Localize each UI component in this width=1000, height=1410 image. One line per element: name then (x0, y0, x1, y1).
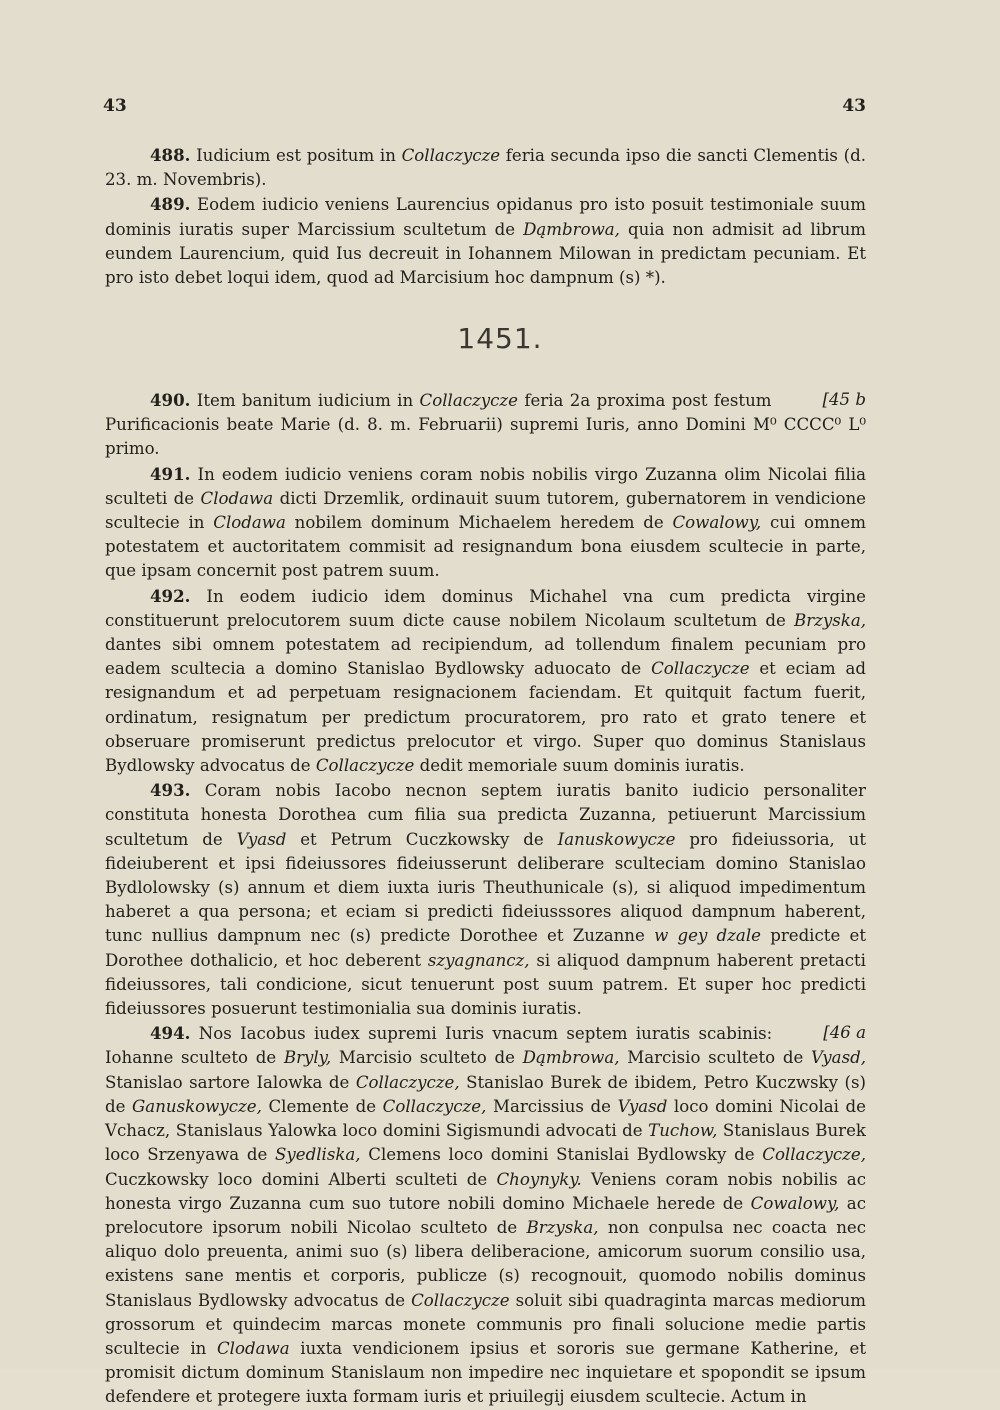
entry-paragraph (105, 778, 866, 1021)
place-name: w gey dzale (654, 926, 761, 946)
entry-text: quia non admisit ad librum eundem Laurencium, quid Ius decreuit in Iohannem Milowan in predictam pecuniam. Et pro isto debet loqui idem, quod ad Marcisium hoc dampnum (s) *). (105, 219, 867, 288)
place-name: szyagnancz, (427, 950, 530, 970)
entry-paragraph (105, 192, 866, 290)
year-heading: 1451. (457, 322, 543, 355)
place-name: Ianuskowycze (557, 829, 676, 849)
entry-number: 493. (150, 780, 191, 801)
entry-text: Stanislaus Burek loco Srzenyawa de (105, 1121, 866, 1165)
entry-number: 489. (150, 194, 191, 215)
entry-text: iuxta vendicionem ipsius et sororis sue germane Katherine, et promisit dictum dominum Stanislaum non impedire nec inquietare et spopondit se ipsum defendere et protegere iuxta formam iuris et priuilegij eiusdem scultecie. Actum in (105, 1338, 866, 1407)
entry-text: Nos Iacobus iudex supremi Iuris vnacum septem iuratis scabinis: Iohanne sculteto de (105, 1024, 773, 1068)
place-name: Brzyska, (794, 610, 866, 630)
entry-text: nobilem dominum Michaelem heredem de (285, 513, 673, 533)
entry-text: et eciam ad resignandum et ad perpetuam resignacionem faciendam. Et quitquit factum fuerit, ordinatum, resignatum per predictum procuratorem, pro rato et grato tenere et obseruare promiserunt predictus prelocutor et virgo. Super quo dominus Stanislaus Bydlowsky advocatus de (105, 659, 866, 776)
entry-text: Marcissius de (486, 1096, 618, 1116)
place-name: Brzyska, (526, 1217, 599, 1237)
place-name: Clodawa (216, 1338, 290, 1358)
place-name: Collaczycze (401, 146, 501, 165)
place-name: Syedliska, (275, 1145, 361, 1165)
place-name: Collaczycze, (762, 1145, 866, 1165)
place-name: Choynyky. (496, 1169, 582, 1189)
entry-text: feria secunda ipso die sancti Clementis (d. 23. m. Novembris). (105, 146, 867, 190)
place-name: Tuchow, (648, 1121, 718, 1141)
entry-text: Stanislao sartore Ialowka de (105, 1072, 356, 1092)
place-name: Cowalowy, (672, 513, 762, 533)
entry-text: ac prelocutore ipsorum nobili Nicolao sculteto de (105, 1193, 866, 1237)
entry-text: soluit sibi quadraginta marcas mediorum grossorum et quindecim marcas monete communis pro finali solucione medie partis scultecie in (105, 1290, 866, 1358)
place-name: Dąmbrowa, (522, 1048, 620, 1068)
entry-paragraph (105, 462, 866, 584)
entry-paragraph (105, 143, 866, 192)
entry-text: Stanislao Burek de ibidem, Petro Kuczwsky (s) de (105, 1072, 866, 1116)
entry-paragraph (105, 584, 866, 779)
place-name: Clodawa (213, 513, 286, 533)
place-name: Vyasd (617, 1096, 668, 1116)
entry-number: 491. (150, 463, 191, 484)
entry-text: Item banitum iudicium in (190, 391, 420, 410)
entry-text: Veniens coram nobis nobilis ac honesta virgo Zuzanna cum suo tutore nobili domino Michaele herede de (105, 1169, 866, 1213)
place-name: Ganuskowycze, (132, 1096, 262, 1116)
place-name: Collaczycze, (382, 1096, 487, 1116)
entry-text: predicte et Dorothee dothalicio, et hoc deberent (105, 926, 867, 970)
entries-1451 (105, 388, 866, 1410)
entry-text: Coram nobis Iacobo necnon septem iuratis banito iudicio personaliter constituta honesta Dorothea cum filia sua predicta Zuzanna, petiuerunt Marcissium scultetum de (105, 781, 866, 849)
entry-text: In eodem iudicio idem dominus Michahel vna cum predicta virgine constituerunt prelocutorem suum dicte cause nobilem Nicolaum scultetum de (105, 586, 866, 630)
entry-text: si aliquod dampnum haberent pretacti fideiussores, tali condicione, sicut tenuerunt post suum patrem. Et super hoc predicti fideiussores posuerunt testimonialia sua dominis iuratis. (105, 950, 866, 1019)
entry-text: et Petrum Cuczkowsky de (286, 829, 558, 849)
place-name: Dąmbrowa, (523, 219, 620, 239)
place-name: Cowalowy, (750, 1193, 840, 1213)
entry-text: feria 2a proxima post festum Purificacionis beate Marie (d. 8. m. Februarii) supremi Iuris, anno Domini M⁰ CCCC⁰ L⁰ primo. (105, 391, 866, 459)
entry-text: Marcisio sculteto de (619, 1048, 811, 1068)
entry-text: In eodem iudicio veniens coram nobis nobilis virgo Zuzanna olim Nicolai filia sculteti de (105, 464, 866, 508)
place-name: Collaczycze (315, 756, 415, 776)
page-number-right: 43 (842, 96, 866, 116)
entry-number: 494. (150, 1023, 191, 1044)
entry-text: Clemente de (261, 1096, 383, 1116)
entry-text: dicti Drzemlik, ordinauit suum tutorem, gubernatorem in vendicione scultecie in (105, 488, 866, 533)
entry-text: Cuczkowsky loco domini Alberti sculteti de (105, 1169, 497, 1189)
place-name: Collaczycze (651, 659, 750, 679)
entry-text: Eodem iudicio veniens Laurencius opidanus pro isto posuit testimoniale suum dominis iuratis super Marcissium scultetum de (105, 195, 866, 239)
margin-folio-note: [45 b (822, 390, 866, 409)
entry-number: 492. (150, 585, 191, 606)
place-name: Vyasd, (811, 1048, 866, 1068)
entry-text: cui omnem potestatem et auctoritatem commisit ad resignandum bona eiusdem scultecie in parte, que ipsam concernit post patrem suum. (105, 513, 866, 581)
entry-number: 488. (150, 145, 191, 165)
place-name: Bryly, (283, 1048, 332, 1068)
place-name: Collaczycze (419, 391, 518, 410)
entry-text: Clemens loco domini Stanislai Bydlowsky de (360, 1145, 763, 1165)
entry-text: dantes sibi omnem potestatem ad recipiendum, ad tollendum finalem pecuniam pro eadem scultecia a domino Stanislao Bydlowsky aduocato de (105, 635, 866, 679)
place-name: Clodawa (200, 488, 274, 508)
entry-paragraph (105, 1021, 866, 1409)
page-number-left: 43 (103, 96, 127, 116)
entry-text: loco domini Nicolai de Vchacz, Stanislaus Yalowka loco domini Sigismundi advocati de (105, 1096, 866, 1141)
entry-text: Iudicium est positum in (190, 146, 402, 165)
entry-number: 490. (150, 390, 191, 410)
entry-text: Marcisio sculteto de (331, 1048, 523, 1068)
entry-text: pro fideiussoria, ut fideiuberent et ipsi fideiussores fideiusserunt deliberare sculteciam domino Stanislao Bydlolowsky (s) annum et diem iuxta iuris Theuthunicale (s), si aliquod impedimentum haberet a qua persona; et eciam si predicti fideiusssores aliquod dampnum haberent, tunc nullius dampnum nec (s) predicte Dorothee et Zuzanne (105, 829, 866, 946)
place-name: Vyasd (236, 829, 287, 849)
margin-folio-note: [46 a (823, 1023, 866, 1043)
entries-1450 (105, 143, 866, 290)
place-name: Collaczycze, (355, 1072, 460, 1092)
place-name: Collaczycze (411, 1290, 510, 1310)
entry-paragraph (105, 388, 866, 462)
entry-text: dedit memoriale suum dominis iuratis. (414, 756, 745, 776)
entry-text: non conpulsa nec coacta nec aliquo dolo preuenta, animi suo (s) libera deliberacione, amicorum suorum consilio usa, existens sane mentis et corporis, publicze (s) recognouit, quomodo nobilis dominus Stanislaus Bydlowsky advocatus de (105, 1217, 866, 1310)
